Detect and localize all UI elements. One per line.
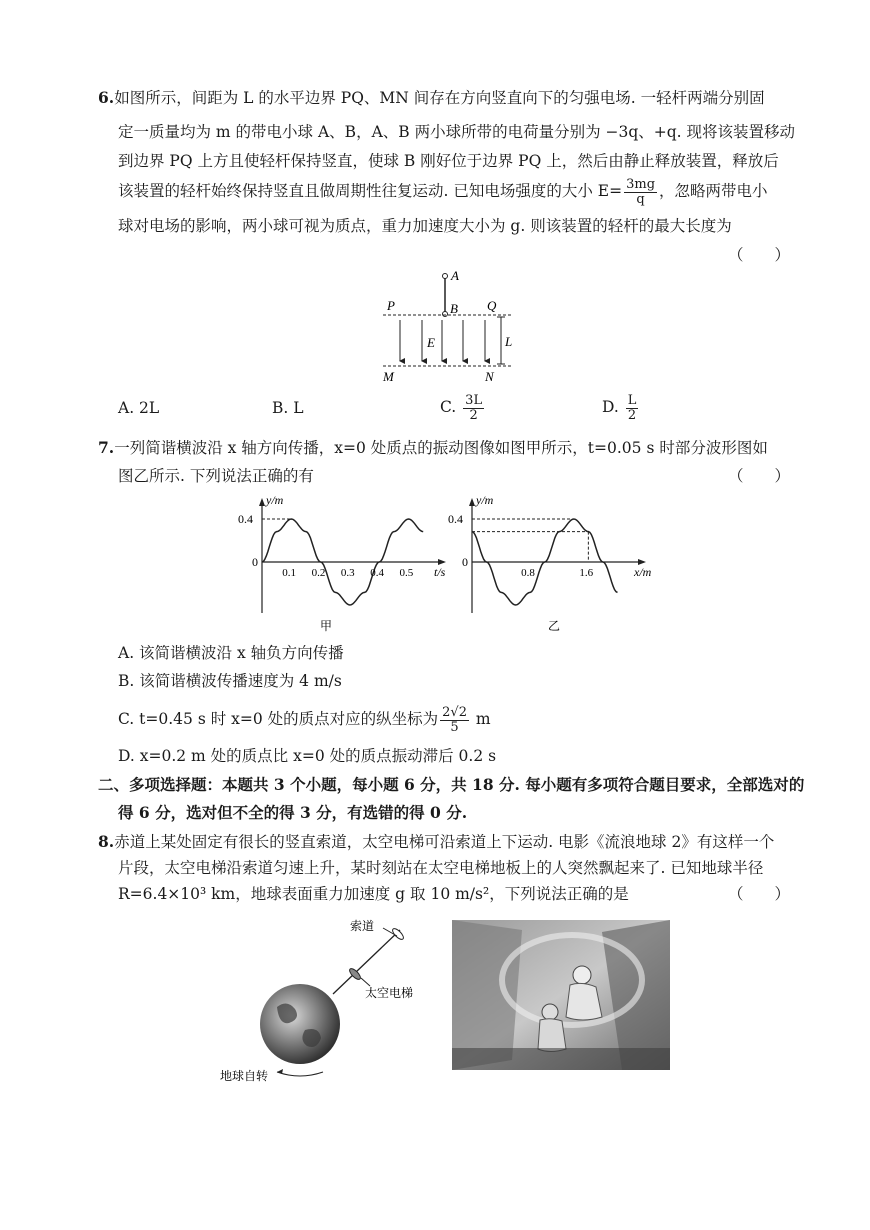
origin-label: 0	[462, 555, 468, 569]
x-tick-label: 1.6	[579, 567, 594, 579]
q6-line-2: 定一质量均为 m 的带电小球 A、B，A、B 两小球所带的电荷量分别为 −3q、+q. 现将该装置移动	[118, 123, 796, 141]
label-l: L	[505, 334, 513, 349]
q8-text-1: 赤道上某处固定有很长的竖直索道，太空电梯可沿索道上下运动. 电影《流浪地球 2》有这样一个	[114, 833, 775, 851]
q7-line-1	[98, 438, 768, 458]
q7-option-d: D. x=0.2 m 处的质点比 x=0 处的质点振动滞后 0.2 s	[118, 747, 497, 765]
y-axis-label: y/m	[476, 493, 494, 507]
astronaut-helmet-icon	[573, 966, 591, 984]
q7-line-2: 图乙所示. 下列说法正确的有	[118, 467, 314, 485]
label-b: B	[450, 301, 458, 316]
label-m: M	[383, 369, 394, 384]
q7-option-c: C. t=0.45 s 时 x=0 处的质点对应的纵坐标为 $\frac{2√2}{5}$ m	[118, 704, 491, 735]
q6-line-4	[118, 176, 768, 207]
x-tick-label: 0.4	[370, 567, 384, 579]
q6-text-4a: 该装置的轻杆始终保持竖直且做周期性往复运动. 已知电场强度的大小 E=	[118, 182, 623, 200]
q8-line-1	[98, 832, 774, 852]
q8-film-still-photo	[452, 920, 670, 1070]
q7-number: 7.	[98, 438, 115, 457]
x-axis-label: x/m	[634, 565, 652, 579]
q6-text-4b: ，忽略两带电小	[659, 182, 768, 200]
section-2-header-line-2: 得 6 分，选对但不全的得 3 分，有选错的得 0 分.	[118, 803, 468, 822]
q8-answer-paren: （ ）	[728, 885, 791, 903]
label-e: E	[427, 335, 435, 350]
section-2-header-line-1: 二、多项选择题：本题共 3 个小题，每小题 6 分，共 18 分. 每小题有多项符合题目要求，全部选对的	[98, 775, 805, 794]
ball-b	[443, 312, 448, 317]
ball-a	[443, 274, 448, 279]
q7-option-b: B. 该简谐横波传播速度为 4 m/s	[118, 672, 342, 690]
q7-answer-paren: （ ）	[728, 467, 791, 485]
q8-earth-figure	[215, 912, 440, 1087]
y-axis-arrow	[469, 498, 475, 506]
label-p: P	[387, 298, 395, 313]
label-a: A	[451, 268, 459, 283]
chart-title: 甲	[320, 619, 333, 633]
astronaut-figure	[566, 983, 602, 1020]
q6-answer-paren: （ ）	[728, 246, 791, 264]
chart-jia	[230, 490, 450, 635]
q6-e-fraction: $\frac{3mg}{q}$	[626, 176, 656, 207]
q6-option-d: D. $\frac{L}{2}$	[602, 392, 637, 423]
x-tick-label: 0.1	[282, 567, 297, 579]
x-tick-label: 0.2	[311, 567, 326, 579]
q8-number: 8.	[98, 832, 115, 851]
q8-line-2: 片段，太空电梯沿索道匀速上升，某时刻站在太空电梯地板上的人突然飘起来了. 已知地球半径	[118, 859, 764, 877]
q7-option-a: A. 该简谐横波沿 x 轴负方向传播	[118, 644, 344, 662]
q6-line-5: 球对电场的影响，两小球可视为质点，重力加速度大小为 g. 则该装置的轻杆的最大长度为	[118, 217, 732, 235]
y-axis-label: y/m	[266, 493, 284, 507]
label-elevator: 太空电梯	[365, 986, 414, 1000]
q6-option-c: C. $\frac{3L}{2}$	[440, 392, 483, 423]
rotation-arrow	[277, 1072, 323, 1076]
q7-text-1: 一列简谐横波沿 x 轴方向传播，x=0 处质点的振动图像如图甲所示，t=0.05 s 时部分波形图如	[114, 439, 768, 457]
x-axis-label: t/s	[434, 565, 446, 579]
y-axis-arrow	[259, 498, 265, 506]
astronaut-helmet-icon	[542, 1004, 558, 1020]
x-tick-label: 0.3	[340, 567, 355, 579]
earth-globe	[260, 984, 340, 1064]
q6-option-b: B. L	[272, 399, 304, 417]
q8-line-3: R=6.4×10³ km，地球表面重力加速度 g 取 10 m/s²，下列说法正确的是	[118, 885, 629, 903]
y-tick-label: 0.4	[238, 512, 253, 526]
label-cable: 索道	[350, 919, 375, 933]
x-tick-label: 0.5	[399, 567, 414, 579]
label-q: Q	[487, 298, 497, 313]
q6-line-1	[98, 88, 765, 108]
origin-label: 0	[252, 555, 258, 569]
astronaut-figure	[538, 1019, 566, 1052]
q6-option-a: A. 2L	[118, 399, 160, 417]
chart-title: 乙	[548, 619, 561, 633]
q6-line-3: 到边界 PQ 上方且使轻杆保持竖直，使球 B 刚好位于边界 PQ 上，然后由静止释放装置，释放后	[118, 152, 779, 170]
q6-text-1: 如图所示，间距为 L 的水平边界 PQ、MN 间存在方向竖直向下的匀强电场. 一轻杆两端分别固	[114, 89, 765, 107]
q6-number: 6.	[98, 88, 115, 107]
y-tick-label: 0.4	[448, 512, 463, 526]
label-n: N	[485, 369, 494, 384]
x-tick-label: 0.8	[521, 567, 535, 579]
q6-figure	[375, 268, 525, 386]
label-rotation: 地球自转	[220, 1069, 269, 1083]
cable-line	[333, 930, 400, 994]
chart-yi	[450, 490, 660, 635]
